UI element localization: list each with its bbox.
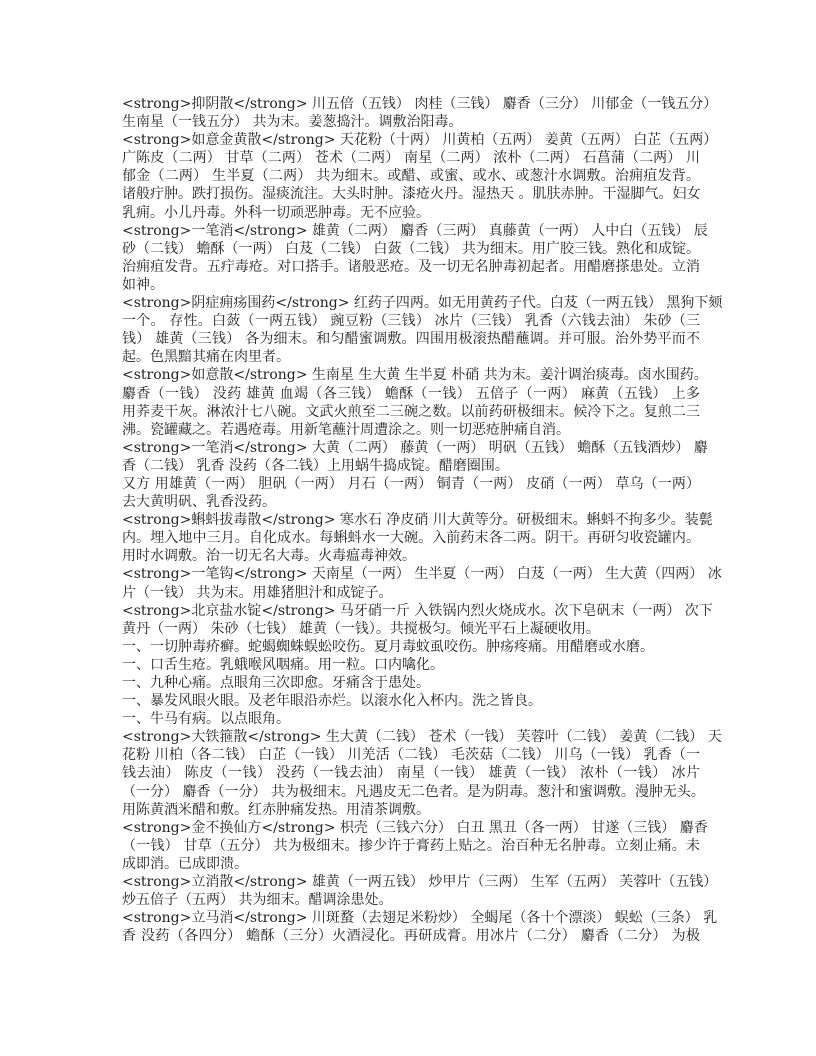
text-line: 香（二钱） 乳香 没药（各二钱）上用蜗牛捣成锭。醋磨圈围。: [122, 457, 509, 474]
text-line: 砂（二钱） 蟾酥（一两） 白芨（二钱） 白蔹（二钱） 共为细末。用广胶三钱。熟化和成锭。: [122, 240, 700, 257]
text-line: 如神。: [122, 276, 164, 293]
text-line: 麝香（一钱） 没药 雄黄 血竭（各三钱） 蟾酥（一钱） 五倍子（一两） 麻黄（五钱） 上多: [122, 385, 700, 402]
text-line: 内。埋入地中三月。自化成水。每蝌蚪水一大碗。入前药末各二两。阴干。再研匀收瓷罐内。: [122, 530, 700, 547]
text-line: <strong>蝌蚪拔毒散</strong> 寒水石 净皮硝 川大黄等分。研极细末。蝌蚪不拘多少。装甏: [122, 512, 713, 529]
text-line: 用荞麦干灰。淋浓汁七八碗。文武火煎至二三碗之数。以前药研极细末。候冷下之。复煎二三: [122, 403, 700, 420]
text-line: 乳痈。小儿丹毒。外科一切顽恶肿毒。无不应验。: [122, 204, 430, 221]
text-line: <strong>如意散</strong> 生南星 生大黄 生半夏 朴硝 共为末。姜汁调治痰毒。卤水围药。: [122, 367, 708, 384]
text-line: 一个。 存性。白蔹（一两五钱） 豌豆粉（三钱） 冰片（三钱） 乳香（六钱去油） 朱砂（三: [122, 313, 700, 330]
text-line: 炒五倍子（五两） 共为细末。醋调涂患处。: [122, 892, 393, 909]
text-line: 一、牛马有病。以点眼角。: [122, 711, 290, 728]
text-line: <strong>立消散</strong> 雄黄（一两五钱） 炒甲片（三两） 生军（五两） 芙蓉叶（五钱）: [122, 874, 718, 891]
text-line: <strong>一笔消</strong> 大黄（二两） 藤黄（一两） 明矾（五钱） 蟾酥（五钱酒炒） 麝: [122, 439, 708, 456]
text-line: 沸。瓷罐藏之。若遇疮毒。用新笔蘸汁周遭涂之。则一切恶疮肿痛自消。: [122, 421, 570, 438]
text-line: <strong>阴症痈疡围药</strong> 红药子四两。如无用黄药子代。白芨（一两五钱） 黑狗下颏: [122, 295, 723, 312]
text-line: 钱去油） 陈皮（一钱） 没药（一钱去油） 南星（一钱） 雄黄（一钱） 浓朴（一钱） 冰片: [122, 765, 700, 782]
text-line: 钱） 雄黄（三钱） 各为细末。和匀醋蜜调敷。四围用极滚热醋蘸调。并可服。治外势平而不: [122, 331, 700, 348]
text-line: （一钱） 甘草（五分） 共为极细末。掺少许于膏药上贴之。治百种无名肿毒。立刻止痛。未: [122, 837, 700, 854]
text-line: <strong>大铁箍散</strong> 生大黄（二钱） 苍术（一钱） 芙蓉叶（二钱） 姜黄（二钱） 天: [122, 729, 722, 746]
text-line: <strong>抑阴散</strong> 川五倍（五钱） 肉桂（三钱） 麝香（三分） 川郁金（一钱五分）: [122, 96, 718, 112]
text-line: 生南星（一钱五分） 共为末。姜葱捣汁。调敷治阳毒。: [122, 114, 463, 131]
text-line: 治痈疽发背。五疔毒疮。对口搭手。诸般恶疮。及一切无名肿毒初起者。用醋磨搽患处。立消: [122, 258, 700, 275]
text-line: 一、暴发风眼火眼。及老年眼沿赤烂。以滚水化入杯内。洗之皆良。: [122, 693, 542, 710]
text-line: 起。色黑黯其痛在肉里者。: [122, 349, 290, 366]
text-line: 诸般疔肿。跌打损伤。湿痰流注。大头时肿。漆疮火丹。湿热天 。肌肤赤肿。干湿脚气。妇女: [122, 186, 701, 203]
text-line: 用陈黄酒米醋和敷。红赤肿痛发热。用清茶调敷。: [122, 801, 430, 818]
text-line: 去大黄明矾、乳香没药。: [122, 494, 276, 511]
document-body: [122, 95, 723, 945]
text-line: 花粉 川柏（各二钱） 白芷（一钱） 川羌活（二钱） 毛茨菇（二钱） 川乌（一钱） 乳香（一: [122, 747, 700, 764]
text-line: <strong>一笔消</strong> 雄黄（二两） 麝香（三两） 真藤黄（一两） 人中白（五钱） 辰: [122, 222, 708, 239]
text-line: 一、九种心痛。点眼角三次即愈。牙痛含于患处。: [122, 675, 430, 691]
text-line: 黄丹（一两） 朱砂（七钱） 雄黄（一钱）。共搅极匀。倾光平石上凝硬收用。: [122, 620, 600, 637]
text-line: （一分） 麝香（一分） 共为极细末。凡遇皮无二色者。是为阴毒。葱汁和蜜调敷。漫肿无头。: [122, 783, 705, 800]
text-line: <strong>北京盐水锭</strong> 马牙硝一斤 入铁锅内烈火烧成水。次下皂矾末（一两） 次下: [122, 602, 713, 619]
text-line: <strong>立马消</strong> 川斑蝥（去翅足米粉炒） 全蝎尾（各十个漂淡） 蜈蚣（三条） 乳: [122, 910, 718, 927]
text-line: 用时水调敷。治一切无名大毒。火毒瘟毒神效。: [122, 548, 416, 565]
text-line: 香 没药（各四分） 蟾酥（三分）火酒浸化。再研成膏。用冰片（二分） 麝香（二分） 为极: [122, 928, 700, 945]
text-line: 又方 用雄黄（一两） 胆矾（一两） 月石（一两） 铜青（一两） 皮硝（一两） 草乌（一两）: [122, 475, 700, 492]
text-line: 一、口舌生疮。乳蛾喉风咽痛。用一粒。口内噙化。: [122, 656, 444, 673]
text-line: <strong>如意金黄散</strong> 天花粉（十两） 川黄柏（五两） 姜黄（五两） 白芷（五两）: [122, 132, 718, 149]
text-line: 成即消。已成即溃。: [122, 855, 248, 872]
text-line: 片（一钱） 共为末。用雄猪胆汁和成锭子。: [122, 584, 393, 601]
text-line: <strong>金不换仙方</strong> 枳壳（三钱六分） 白丑 黑丑（各一两） 甘遂（三钱） 麝香: [122, 819, 708, 836]
text-line: 郁金（二两） 生半夏（二两） 共为细末。或醋、或蜜、或水、或葱汁水调敷。治痈疽发背。: [122, 168, 700, 185]
text-line: <strong>一笔钩</strong> 天南星（一两） 生半夏（一两） 白芨（一两） 生大黄（四两） 冰: [122, 566, 722, 583]
text-line: 一、一切肿毒疥癣。蛇蝎蜘蛛蜈蚣咬伤。夏月毒蚊虱咬伤。肿疡疼痛。用醋磨或水磨。: [122, 638, 654, 655]
text-line: 广陈皮（二两） 甘草（二两） 苍术（二两） 南星（二两） 浓朴（二两） 石菖蒲（二两） 川: [122, 150, 700, 167]
